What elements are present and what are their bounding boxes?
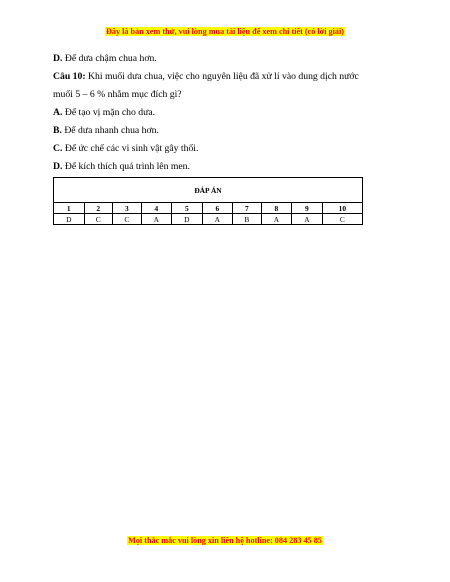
question-label: Câu 10: bbox=[53, 71, 86, 82]
option-text: Để tạo vị mặn cho dưa. bbox=[62, 107, 156, 118]
answer-cell: C bbox=[322, 214, 362, 225]
option-a bbox=[53, 106, 155, 119]
question-number-row bbox=[54, 203, 363, 214]
question-number-cell: 7 bbox=[233, 203, 262, 214]
answer-cell: C bbox=[113, 214, 142, 225]
answer-cell: D bbox=[172, 214, 203, 225]
option-text: Để dưa chậm chua hơn. bbox=[62, 53, 157, 64]
question-number-cell: 10 bbox=[322, 203, 362, 214]
option-c bbox=[53, 142, 198, 155]
option-text: Để dưa nhanh chua hơn. bbox=[61, 125, 159, 136]
option-label: C. bbox=[53, 143, 63, 154]
preview-banner-text: Đây là bản xem thử, vui lòng mua tài liệu để xem chi tiết (có lời giải) bbox=[105, 27, 344, 36]
answer-cell: A bbox=[292, 214, 323, 225]
question-10-line-1 bbox=[53, 70, 359, 83]
question-text: Khi muối dưa chua, việc cho nguyên liệu đã xử lí vào dung dịch nước bbox=[85, 71, 359, 82]
question-number-cell: 9 bbox=[292, 203, 323, 214]
question-number-cell: 4 bbox=[141, 203, 172, 214]
hotline-banner-text: Mọi thắc mắc vui lòng xin liên hệ hotline: 084 283 45 85 bbox=[128, 536, 322, 545]
answer-cell: A bbox=[261, 214, 292, 225]
hotline-banner bbox=[0, 535, 450, 546]
question-number-cell: 8 bbox=[261, 203, 292, 214]
preview-banner bbox=[0, 26, 450, 37]
answer-row bbox=[54, 214, 363, 225]
option-label: A. bbox=[53, 107, 63, 118]
previous-option-d bbox=[53, 52, 157, 65]
question-text: muối 5 – 6 % nhằm mục đích gì? bbox=[53, 89, 182, 100]
answer-cell: A bbox=[202, 214, 233, 225]
option-d bbox=[53, 160, 190, 173]
question-number-cell: 2 bbox=[84, 203, 113, 214]
answer-table-title: ĐÁP ÁN bbox=[54, 178, 363, 203]
question-number-cell: 6 bbox=[202, 203, 233, 214]
question-number-cell: 5 bbox=[172, 203, 203, 214]
option-text: Để kích thích quá trình lên men. bbox=[62, 161, 190, 172]
answer-cell: D bbox=[54, 214, 85, 225]
answer-cell: B bbox=[233, 214, 262, 225]
answer-cell: A bbox=[141, 214, 172, 225]
option-label: D. bbox=[53, 161, 63, 172]
answer-table bbox=[53, 177, 363, 225]
question-10-line-2 bbox=[53, 88, 182, 101]
option-label: B. bbox=[53, 125, 62, 136]
option-b bbox=[53, 124, 159, 137]
answer-cell: C bbox=[84, 214, 113, 225]
option-label: D. bbox=[53, 53, 63, 64]
question-number-cell: 3 bbox=[113, 203, 142, 214]
question-number-cell: 1 bbox=[54, 203, 85, 214]
option-text: Để ức chế các vi sinh vật gây thối. bbox=[62, 143, 199, 154]
